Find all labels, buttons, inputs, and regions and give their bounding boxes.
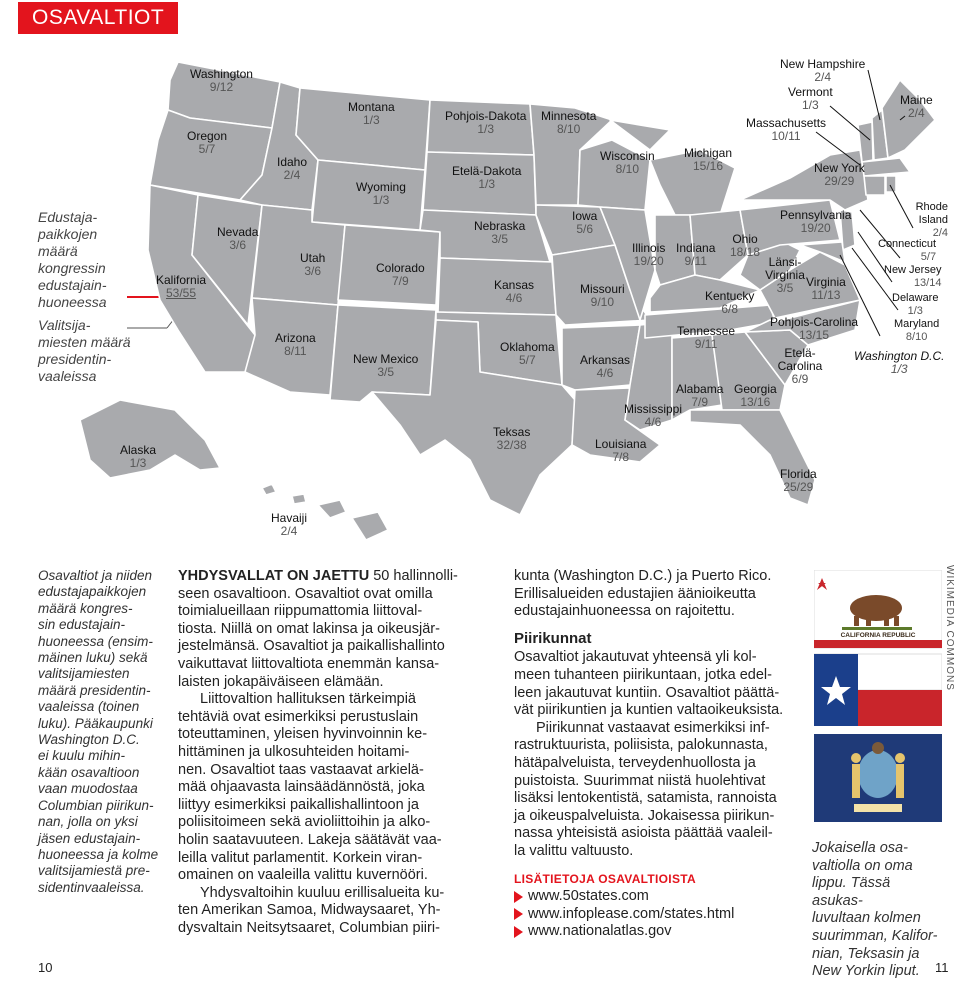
section-heading-piirikunnat: Piirikunnat	[514, 629, 592, 647]
state-label-louisiana: Louisiana 7/8	[595, 437, 647, 464]
legend-electors: Valitsija- miesten määrä presidentin- vaaleissa	[38, 317, 131, 384]
state-label-iowa: Iowa 5/6	[572, 209, 598, 236]
state-label-arkansas: Arkansas 4/6	[580, 353, 631, 380]
link-infoplease[interactable]: www.infoplease.com/states.html	[514, 906, 784, 924]
state-label-kentucky: Kentucky 6/8	[705, 289, 755, 316]
state-label-rhode-island: Rhode Island 2/4	[915, 201, 948, 239]
state-label-new-hampshire: New Hampshire 2/4	[780, 57, 866, 84]
state-label-utah: Utah 3/6	[300, 251, 326, 278]
flag-california	[814, 570, 942, 648]
state-label-kansas: Kansas 4/6	[494, 278, 535, 305]
state-label-mississippi: Mississippi 4/6	[624, 402, 683, 429]
state-label-delaware: Delaware 1/3	[892, 292, 939, 317]
link-nationalatlas[interactable]: www.nationalatlas.gov	[514, 923, 784, 941]
state-label-etela-dakota: Etelä-Dakota 1/3	[452, 164, 522, 191]
state-label-wisconsin: Wisconsin 8/10	[600, 149, 655, 176]
state-label-indiana: Indiana 9/11	[676, 241, 716, 268]
state-label-alabama: Alabama 7/9	[676, 382, 724, 409]
state-label-pohjois-carolina: Pohjois-Carolina 13/15	[770, 315, 859, 342]
legend-representatives: Edustaja- paikkojen määrä kongressin edustajain- huoneessa	[38, 209, 107, 310]
state-label-nevada: Nevada 3/6	[217, 225, 259, 252]
state-label-kalifornia: Kalifornia 53/55	[156, 273, 207, 300]
state-label-wyoming: Wyoming 1/3	[356, 180, 406, 207]
page-number-right: 11	[935, 960, 949, 975]
state-flags	[814, 570, 942, 822]
state-label-michigan: Michigan 15/16	[684, 146, 733, 173]
state-label-florida: Florida 25/29	[780, 467, 817, 494]
state-shape-connecticut	[864, 176, 885, 195]
state-label-missouri: Missouri 9/10	[580, 282, 625, 309]
sidebar-caption: Osavaltiot ja niiden edustajapaikkojen määrä kongres- sin edustajain- huoneessa (ensim- mäinen luku) sekä valitsijamiesten määrä presidentin- vaaleissa (toinen luku). Pääkaupunki Washington D.C. ei kuulu mihin- kään osavaltioon vaan muodostaa Columbian piirikun- nan, jolla on yksi jäsen edustajain- huoneessa ja kolme valitsijamiestä pre- sidentinvaaleissa.	[38, 568, 159, 895]
state-label-alaska: Alaska 1/3	[120, 443, 157, 470]
article-column-1: YHDYSVALLAT ON JAETTU 50 hallinnolli- seen osavaltioon. Osavaltiot ovat omilla toimialueillaan riippumattomia liittoval- tiosta. Niillä on omat lakinsa ja oikeusjär- jestelmänsä. Osavaltiot ja paikallishallinto vaikuttavat liittovaltiota enemmän kansa- laisten jokapäiväiseen elämään. Liittovaltion hallituksen tärkeimpiä tehtäviä ovat esimerkiksi perustuslain toteuttaminen, yleisen hyvinvoinnin ke- hittäminen ja ulkosuhteiden hoitami- nen. Osavaltiot taas vastaavat arkielä- mää ohjaavasta lainsäädännöstä, joka liittyy esimerkiksi paikallishallintoon ja poliisitoimeen sekä avioliittoihin ja alko- holin saatavuuteen. Lakeja säätävät vaa- leilla valitut parlamentit. Korkein viran- omainen on vaaleilla valittu kuvernööri. Yhdysvaltoihin kuuluu erillisalueita ku- ten Amerikan Samoa, Midwaysaaret, Yh- dysvaltain Neitsytsaaret, Columbian piiri-	[178, 568, 458, 936]
state-label-pohjois-dakota: Pohjois-Dakota 1/3	[445, 109, 527, 136]
arrow-right-icon	[514, 908, 523, 920]
state-shape-massachusetts	[862, 158, 910, 176]
state-label-new-mexico: New Mexico 3/5	[353, 352, 419, 379]
photo-credit: WIKIMEDIA COMMONS	[944, 565, 955, 691]
state-label-oregon: Oregon 5/7	[187, 129, 228, 156]
flag-new-york	[814, 734, 942, 822]
state-label-havaiji: Havaiji 2/4	[271, 511, 308, 538]
article-column-2: kunta (Washington D.C.) ja Puerto Rico. Erillisalueiden edustajien äänioikeutta edustajainhuoneessa on rajoitettu. Piirikunnat Osavaltiot jakautuvat yhteensä yli kol- meen tuhanteen piirikuntaan, jotka edel- leen jakautuvat kuntiin. Osavaltiot päättä- vät piirikuntien ja kuntien valtaoikeuksista. Piirikunnat vastaavat esimerkiksi inf- rastruktuurista, poliisista, palokunnasta, hätäpalveluista, terveydenhuollosta ja puistoista. Suurimmat niistä huolehtivat lisäksi lentokentistä, satamista, rannoista ja oikeuspalveluista. Jokaisessa piirikun- nassa yhteisistä asioista päättää vaaleil- la valittu valtuusto. LISÄTIETOJA OSAVALTIOISTA www.50states.com www.infoplease.com/states.html www.nationalatlas.gov	[514, 568, 784, 940]
section-title: OSAVALTIOT	[18, 2, 178, 34]
more-info-heading: LISÄTIETOJA OSAVALTIOISTA	[514, 871, 696, 886]
arrow-right-icon	[514, 926, 523, 938]
state-label-illinois: Illinois 19/20	[632, 241, 666, 268]
state-label-connecticut: Connecticut 5/7	[878, 238, 937, 263]
arrow-right-icon	[514, 891, 523, 903]
state-label-pennsylvania: Pennsylvania 19/20	[780, 208, 852, 235]
link-50states[interactable]: www.50states.com	[514, 888, 784, 906]
state-label-washington-dc: Washington D.C. 1/3	[854, 349, 945, 376]
state-label-new-jersey: New Jersey 13/14	[884, 264, 942, 289]
flag-texas	[814, 654, 942, 726]
state-label-teksas: Teksas 32/38	[493, 425, 531, 452]
state-label-etela-carolina: Etelä-Carolina 6/9	[777, 346, 823, 386]
state-label-tennessee: Tennessee 9/11	[677, 324, 736, 351]
state-shape-rhode-island	[886, 176, 896, 192]
state-label-maine: Maine 2/4	[900, 93, 933, 120]
state-label-colorado: Colorado 7/9	[376, 261, 425, 288]
article-lead: YHDYSVALLAT ON JAETTU	[178, 568, 370, 584]
state-label-georgia: Georgia 13/16	[734, 382, 777, 409]
state-label-washington: Washington 9/12	[190, 67, 253, 94]
state-label-minnesota: Minnesota 8/10	[541, 109, 597, 136]
state-label-maryland: Maryland 8/10	[894, 318, 940, 343]
state-label-virginia: Virginia 11/13	[806, 275, 846, 302]
svg-text:CALIFORNIA REPUBLIC: CALIFORNIA REPUBLIC	[840, 632, 916, 639]
state-label-nebraska: Nebraska 3/5	[474, 219, 526, 246]
state-label-idaho: Idaho 2/4	[277, 155, 308, 182]
page-number-left: 10	[38, 960, 53, 975]
state-label-arizona: Arizona 8/11	[275, 331, 316, 358]
state-label-new-york: New York 29/29	[814, 161, 865, 188]
state-label-lansi-virginia: Länsi-Virginia 3/5	[765, 255, 805, 295]
state-label-ohio: Ohio 18/18	[730, 232, 761, 259]
state-label-massachusetts: Massachusetts 10/11	[746, 116, 827, 143]
state-label-montana: Montana 1/3	[348, 100, 395, 127]
state-label-oklahoma: Oklahoma 5/7	[500, 340, 555, 367]
state-label-vermont: Vermont 1/3	[788, 85, 833, 112]
flags-caption: Jokaisella osa- valtiolla on oma lippu. Tässä asukas- luvultaan kolmen suurimman, Kalifor- nian, Teksasin ja New Yorkin liput.	[812, 840, 938, 980]
